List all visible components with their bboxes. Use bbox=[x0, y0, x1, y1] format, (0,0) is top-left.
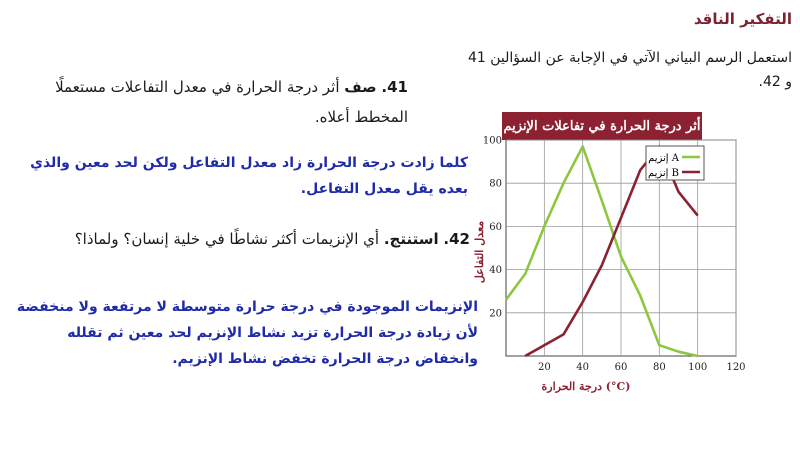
x-tick-label: 40 bbox=[576, 362, 590, 373]
section-title: التفكير الناقد bbox=[693, 10, 792, 28]
question-41 bbox=[18, 72, 408, 132]
y-tick-label: 40 bbox=[489, 265, 502, 277]
y-tick-label: 20 bbox=[489, 308, 502, 320]
question-42-text: أي الإنزيمات أكثر نشاطًا في خلية إنسان؟ ولماذا؟ bbox=[74, 230, 380, 248]
enzyme-temperature-chart bbox=[473, 112, 800, 402]
question-41-number: 41. bbox=[381, 78, 408, 96]
x-tick-label: 60 bbox=[614, 362, 628, 373]
question-42-number: 42. bbox=[443, 230, 470, 248]
question-42-verb: استنتج. bbox=[383, 230, 439, 248]
y-tick-label: 60 bbox=[489, 221, 502, 233]
intro-text: استعمل الرسم البياني الآتي في الإجابة عن السؤالين 41 و 42. bbox=[467, 50, 792, 90]
y-axis-label: معدل التفاعل bbox=[473, 220, 486, 284]
chart-legend bbox=[646, 146, 704, 180]
x-tick-label: 120 bbox=[726, 362, 746, 373]
question-41-verb: صف bbox=[344, 78, 377, 96]
x-tick-label: 100 bbox=[688, 362, 708, 373]
chart-svg bbox=[473, 112, 800, 402]
x-tick-label: 80 bbox=[652, 362, 666, 373]
legend-label-b: إنزيم B bbox=[647, 168, 679, 179]
x-axis-label: درجة الحرارة (°C) bbox=[541, 380, 631, 393]
y-tick-label: 80 bbox=[489, 178, 502, 190]
chart-title: أثر درجة الحرارة في تفاعلات الإنزيم bbox=[503, 119, 701, 134]
legend-label-a: إنزيم A bbox=[648, 153, 679, 164]
y-tick-label: 100 bbox=[482, 135, 502, 147]
answer-42: الإنزيمات الموجودة في درجة حرارة متوسطة لا مرتفعة ولا منخفضة لأن زيادة درجة الحرارة تزيد نشاط الإنزيم لحد معين ثم تقلله وانخفاض درجة الحرارة تخفض نشاط الإنزيم. bbox=[16, 299, 478, 367]
question-42 bbox=[10, 224, 470, 254]
x-tick-label: 20 bbox=[537, 362, 551, 373]
question-41-text: أثر درجة الحرارة في معدل التفاعلات مستعملًا المخطط أعلاه. bbox=[55, 78, 408, 126]
answer-41: كلما زادت درجة الحرارة زاد معدل التفاعل ولكن لحد معين والذي بعده يقل معدل التفاعل. bbox=[30, 155, 468, 197]
